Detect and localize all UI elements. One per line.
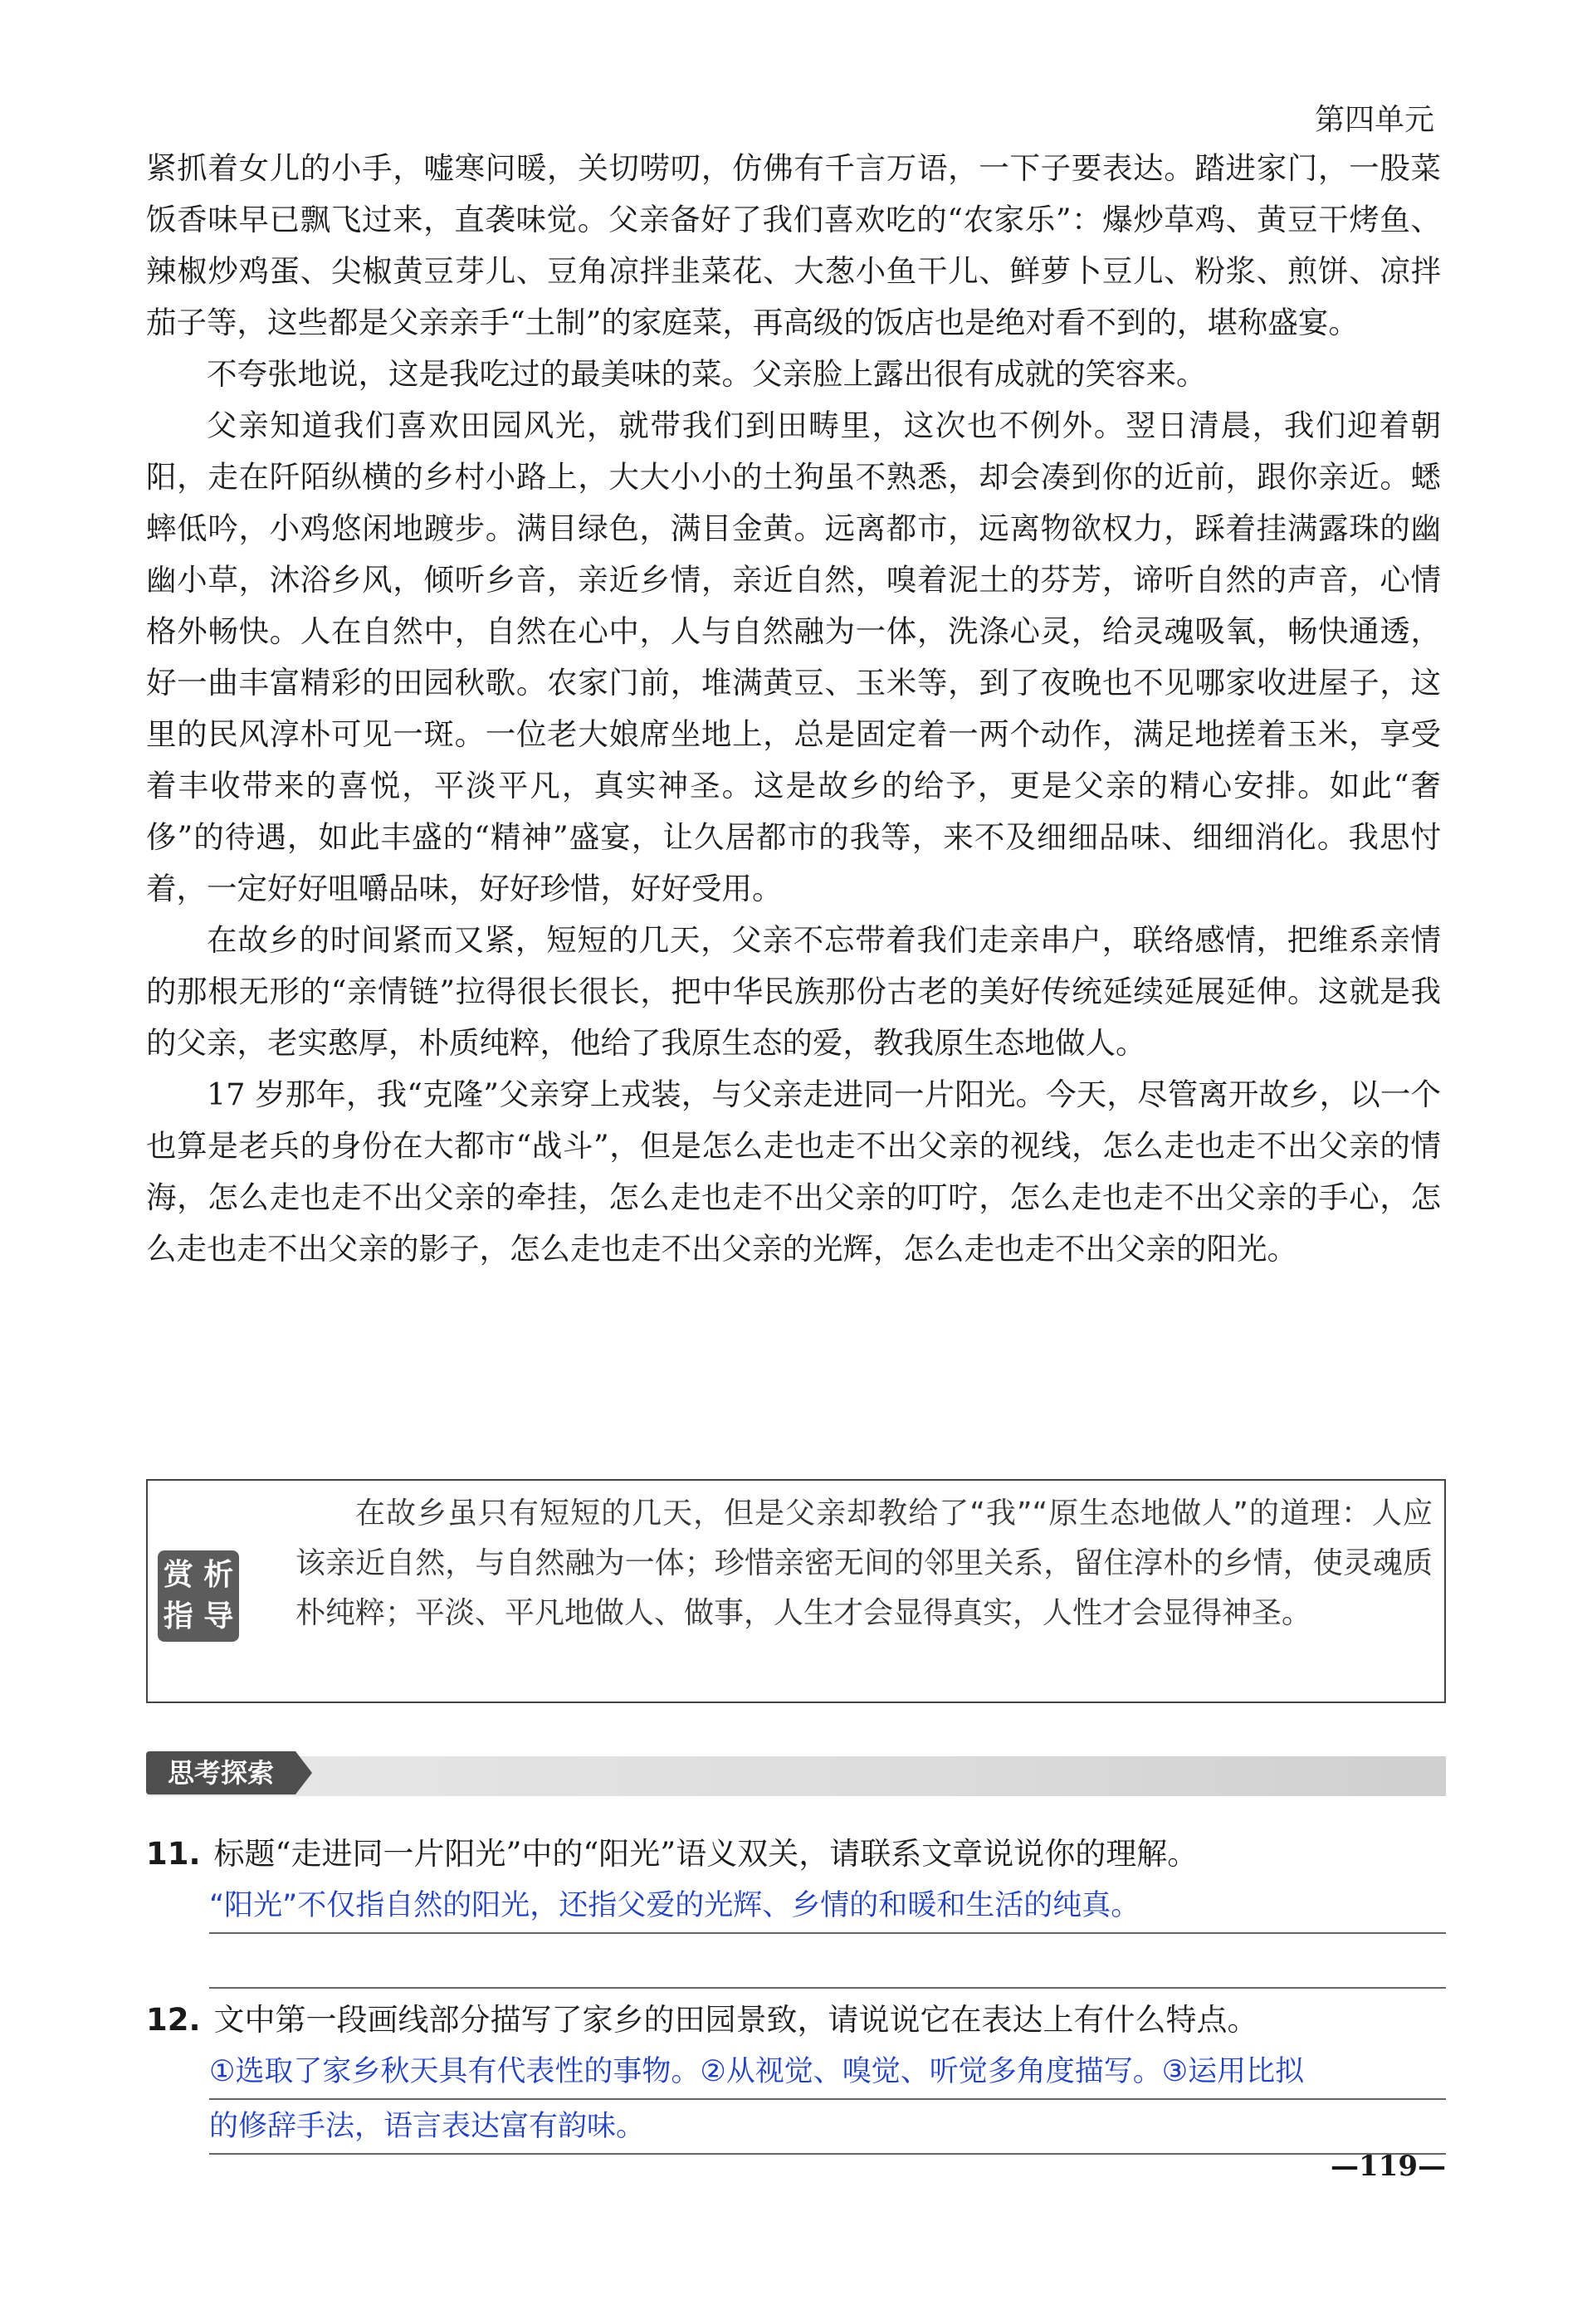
guide-label-line: 赏 析: [163, 1558, 234, 1592]
guide-label-line: 指 导: [163, 1599, 234, 1633]
article-paragraph: 在故乡的时间紧而又紧，短短的几天，父亲不忘带着我们走亲串户，联络感情，把维系亲情的那根无形的“亲情链”拉得很长很长，把中华民族那份古老的美好传统延续延展延伸。这就是我的父亲，老实憨厚，朴质纯粹，他给了我原生态的爱，教我原生态地做人。: [146, 922, 1441, 1061]
question-text: 标题“走进同一片阳光”中的“阳光”语义双关，请联系文章说说你的理解。: [213, 1836, 1199, 1872]
answer-line[interactable]: [209, 1934, 1446, 1989]
appreciation-guide-label: [158, 1550, 239, 1642]
question-text: 文中第一段画线部分描写了家乡的田园景致，请说说它在表达上有什么特点。: [213, 2002, 1258, 2038]
question-11: [146, 1829, 1446, 1989]
question-number: 11.: [146, 1836, 201, 1872]
article-body: [146, 143, 1441, 1275]
section-header-bar: [146, 1756, 1446, 1796]
article-paragraph: 不夸张地说，这是我吃过的最美味的菜。父亲脸上露出很有成就的笑容来。: [207, 356, 1207, 392]
page-number: —119—: [1331, 2150, 1446, 2183]
question-prompt: [146, 1829, 1446, 1879]
appreciation-guide-box: [146, 1479, 1446, 1703]
article-paragraph: 17 岁那年，我“克隆”父亲穿上戎装，与父亲走进同一片阳光。今天，尽管离开故乡，以一个也算是老兵的身份在大都市“战斗”，但是怎么走也走不出父亲的视线，怎么走也走不出父亲的情海，怎么走也走不出父亲的牵挂，怎么走也走不出父亲的叮咛，怎么走也走不出父亲的手心，怎么走也走不出父亲的影子，怎么走也走不出父亲的光辉，怎么走也走不出父亲的阳光。: [146, 1077, 1441, 1267]
guide-paragraph: 在故乡虽只有短短的几天，但是父亲却教给了“我”“原生态地做人”的道理：人应该亲近自然，与自然融为一体；珍惜亲密无间的邻里关系，留住淳朴的乡情，使灵魂质朴纯粹；平淡、平凡地做人、做事，人生才会显得真实，人性才会显得神圣。: [295, 1496, 1433, 1630]
answer-line[interactable]: “阳光”不仅指自然的阳光，还指父爱的光辉、乡情的和暖和生活的纯真。: [209, 1879, 1446, 1934]
unit-header: 第四单元: [1314, 103, 1434, 137]
article-paragraph: 父亲知道我们喜欢田园风光，就带我们到田畴里，这次也不例外。翌日清晨，我们迎着朝阳，走在阡陌纵横的乡村小路上，大大小小的土狗虽不熟悉，却会凑到你的近前，跟你亲近。蟋蟀低吟，小鸡悠闲地踱步。满目绿色，满目金黄。远离都市，远离物欲权力，踩着挂满露珠的幽幽小草，沐浴乡风，倾听乡音，亲近乡情，亲近自然，嗅着泥土的芬芳，谛听自然的声音，心情格外畅快。人在自然中，自然在心中，人与自然融为一体，洗涤心灵，给灵魂吸氧，畅快通透，好一曲丰富精彩的田园秋歌。农家门前，堆满黄豆、玉米等，到了夜晚也不见哪家收进屋子，这里的民风淳朴可见一斑。一位老大娘席坐地上，总是固定着一两个动作，满足地搓着玉米，享受着丰收带来的喜悦，平淡平凡，真实神圣。这是故乡的给予，更是父亲的精心安排。如此“奢侈”的待遇，如此丰盛的“精神”盛宴，让久居都市的我等，来不及细细品味、细细消化。我思忖着，一定好好咀嚼品味，好好珍惜，好好受用。: [146, 408, 1441, 906]
question-prompt: [146, 1995, 1446, 2045]
section-title: 思考探索: [146, 1751, 295, 1794]
answer-line[interactable]: 的修辞手法，语言表达富有韵味。: [209, 2100, 1446, 2155]
appreciation-guide-text: [295, 1489, 1433, 1638]
question-number: 12.: [146, 2002, 201, 2038]
question-12: [146, 1995, 1446, 2155]
article-paragraph: 紧抓着女儿的小手，嘘寒问暖，关切唠叨，仿佛有千言万语，一下子要表达。踏进家门，一股菜饭香味早已飘飞过来，直袭味觉。父亲备好了我们喜欢吃的“农家乐”：爆炒草鸡、黄豆干烤鱼、辣椒炒鸡蛋、尖椒黄豆芽儿、豆角凉拌韭菜花、大葱小鱼干儿、鲜萝卜豆儿、粉浆、煎饼、凉拌茄子等，这些都是父亲亲手“土制”的家庭菜，再高级的饭店也是绝对看不到的，堪称盛宴。: [146, 150, 1441, 340]
answer-line[interactable]: ①选取了家乡秋天具有代表性的事物。②从视觉、嗅觉、听觉多角度描写。③运用比拟: [209, 2045, 1446, 2100]
